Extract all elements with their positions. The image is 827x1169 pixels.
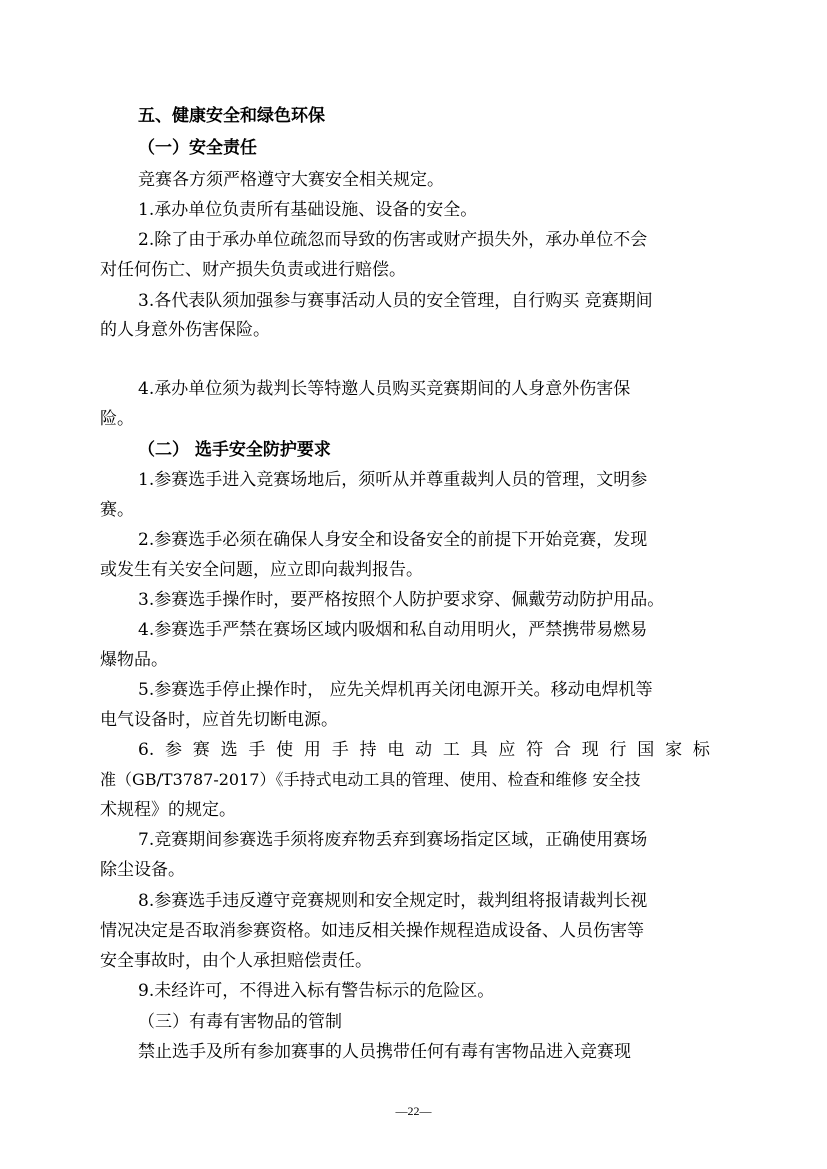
paragraph-s2-item-5-line-2: 电气设备时，应首先切断电源。: [100, 710, 338, 730]
item6-char: 行: [609, 740, 627, 760]
paragraph-s2-item-1-line-2: 赛。: [100, 500, 134, 520]
item6-char: 具: [470, 740, 488, 760]
paragraph-s2-item-2-line-2: 或发生有关安全问题，应立即向裁判报告。: [100, 560, 423, 580]
paragraph-s2-item-8-line-1: 8.参赛选手违反遵守竞赛规则和安全规定时，裁判组将报请裁判长视: [138, 891, 648, 911]
section-title-protection-requirements: （二） 选手安全防护要求: [138, 440, 331, 460]
section-title-hazardous-materials: （三）有毒有害物品的管制: [138, 1012, 342, 1032]
item6-char: 赛: [192, 740, 210, 760]
item6-char: 现: [581, 740, 599, 760]
paragraph-s2-item-4-line-1: 4.参赛选手严禁在赛场区域内吸烟和私自动用明火，严禁携带易燃易: [138, 620, 648, 640]
paragraph-item-3-line-2: 的人身意外伤害保险。: [100, 320, 270, 340]
paragraph-s2-item-9: 9.未经许可，不得进入标有警告标示的危险区。: [138, 981, 495, 1001]
chapter-heading: 五、健康安全和绿色环保: [138, 106, 325, 126]
paragraph-item-2-line-2: 对任何伤亡、财产损失负责或进行赔偿。: [100, 260, 406, 280]
item6-char: 国: [637, 740, 655, 760]
item6-char: 标: [692, 740, 710, 760]
item6-char: 使: [276, 740, 294, 760]
item6-char: 持: [359, 740, 377, 760]
item6-char: 符: [526, 740, 544, 760]
paragraph-s2-item-4-line-2: 爆物品。: [100, 650, 168, 670]
paragraph-s2-item-6-line-1: [138, 738, 710, 762]
paragraph-intro: 竞赛各方须严格遵守大赛安全相关规定。: [138, 170, 444, 190]
item6-char: 合: [553, 740, 571, 760]
paragraph-s2-item-3: 3.参赛选手操作时，要严格按照个人防护要求穿、佩戴劳动防护用品。: [138, 590, 665, 610]
item6-char: 选: [220, 740, 238, 760]
paragraph-item-1: 1.承办单位负责所有基础设施、设备的安全。: [138, 200, 478, 220]
paragraph-s2-item-8-line-2: 情况决定是否取消参赛资格。如违反相关操作规程造成设备、人员伤害等: [100, 921, 644, 941]
paragraph-s2-item-5-line-1: 5.参赛选手停止操作时， 应先关焊机再关闭电源开关。移动电焊机等: [138, 680, 653, 700]
paragraph-item-3-line-1: 3.各代表队须加强参与赛事活动人员的安全管理，自行购买 竞赛期间: [138, 291, 653, 311]
item6-char: 手: [248, 740, 266, 760]
paragraph-s2-item-6-line-2: 准（GB/T3787-2017）《手持式电动工具的管理、使用、检查和维修 安全技: [100, 770, 641, 789]
item6-char: 应: [498, 740, 516, 760]
paragraph-s2-item-8-line-3: 安全事故时，由个人承担赔偿责任。: [100, 951, 372, 971]
paragraph-s2-item-7-line-1: 7.竞赛期间参赛选手须将废弃物丢弃到赛场指定区域，正确使用赛场: [138, 830, 648, 850]
paragraph-s2-item-6-line-3: 术规程》的规定。: [100, 800, 236, 820]
item6-char: 电: [387, 740, 405, 760]
paragraph-s2-item-7-line-2: 除尘设备。: [100, 860, 185, 880]
item6-char: 动: [415, 740, 433, 760]
paragraph-item-4-line-1: 4.承办单位须为裁判长等特邀人员购买竞赛期间的人身意外伤害保: [138, 379, 631, 399]
section-title-safety-responsibility: （一）安全责任: [138, 138, 257, 158]
item6-char: 工: [442, 740, 460, 760]
item6-char: 用: [303, 740, 321, 760]
item6-char: 参: [165, 740, 183, 760]
paragraph-item-2-line-1: 2.除了由于承办单位疏忽而导致的伤害或财产损失外，承办单位不会: [138, 230, 648, 250]
paragraph-item-4-line-2: 险。: [100, 409, 134, 429]
item6-char: 手: [331, 740, 349, 760]
page-number: —22—: [395, 1104, 432, 1118]
paragraph-s3-line-1: 禁止选手及所有参加赛事的人员携带任何有毒有害物品进入竞赛现: [138, 1042, 631, 1062]
paragraph-s2-item-2-line-1: 2.参赛选手必须在确保人身安全和设备安全的前提下开始竞赛，发现: [138, 530, 648, 550]
item6-char: 6.: [138, 740, 155, 760]
item6-char: 家: [665, 740, 683, 760]
paragraph-s2-item-1-line-1: 1.参赛选手进入竞赛场地后，须听从并尊重裁判人员的管理，文明参: [138, 470, 648, 490]
